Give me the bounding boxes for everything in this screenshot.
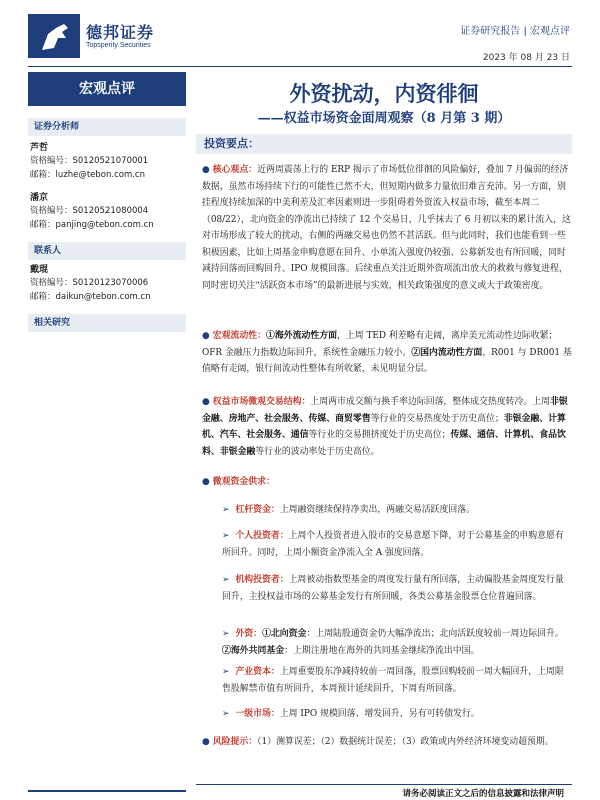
company-name-en: Topsperity Securities: [86, 42, 151, 49]
analyst-email[interactable]: 邮箱：luzhe@tebon.com.cn: [30, 170, 145, 180]
northbound-text: ：上周陆股通资金仍大幅净流出；北向活跃度较前一周边际回升。: [306, 629, 564, 639]
company-logo: [28, 14, 80, 58]
funds-item-label: 外资：: [235, 629, 263, 639]
risk-label: 风险提示：: [212, 737, 258, 747]
arrow-icon: ➢: [222, 531, 230, 541]
market-structure-paragraph: [202, 394, 572, 460]
funds-item-individual: [222, 528, 572, 561]
arrow-icon: ➢: [222, 667, 230, 677]
micro-funds-label: 微观资金供求：: [212, 477, 275, 487]
funds-item-text: 上周 IPO 规模回落、增发回升，另有可转债发行。: [279, 709, 480, 719]
arrow-icon: ➢: [222, 709, 230, 719]
contact-heading: 联系人: [28, 242, 186, 260]
hot-industries: 非银金融、房地产、社会服务、传媒、商贸零售: [202, 397, 568, 424]
arrow-icon: ➢: [222, 629, 230, 639]
overseas-fund-text: ：上期注册地在海外的共同基金继续净流出中国。: [284, 645, 480, 656]
domestic-liquidity-text: ，R001 与 DR001 基值略有走阔，银行间流动性整体有所收紧，未见明显分层。: [202, 347, 572, 374]
overseas-liquidity-label: ①海外流动性方面: [266, 331, 337, 341]
northbound-label: ①北向资金: [262, 629, 307, 639]
volatile-industries: 传媒、通信、计算机、食品饮料、非银金融: [202, 430, 566, 457]
overseas-liquidity-text: ，上周 TED 利差略有走阔，离岸美元流动性边际收紧；OFR 金融压力指数边际回升，系统性金融压力较小。: [202, 331, 558, 358]
investment-points-heading: 投资要点：: [196, 134, 572, 154]
analyst-cert: 资格编号：S0120521070001: [30, 156, 149, 166]
structure-text: 等行业的波动率处于历史高位。: [255, 446, 380, 457]
crowded-industries: 非银金融、计算机、汽车、社会服务、通信: [202, 413, 566, 440]
bullet-icon: ●: [202, 737, 210, 747]
contact-cert: 资格编号：S0120123070006: [30, 278, 149, 288]
funds-item-institutional: [222, 572, 572, 605]
bullet-icon: ●: [202, 477, 210, 487]
core-view-text: 近两周震荡上行的 ERP 揭示了市场低位徘徊的风险偏好，叠加 7 月偏弱的经济数据，虽然市场持续下行的可能性已然不大，但短期内做多力量依旧难言充沛。另一方面，别挂程度持续加深的中美利差及汇率因素则进一步阻碍着外资流入权益市场，截至本周二（08/22），北向资金的净流出已持续了 12 个交易日，几乎抹去了 6 月初以来的累计流入，这对市场形成了较大的扰动，右侧的两融交易也仍然不甚活跃。但与此同时，我们也能看到一些积极因素，比如上周基金申购意愿在回升、小单流入强度仍较强、公募新发也有所回暖，同时减持回落而回购回升、IPO 规模回落。后续重点关注近期外资项流出放大的救救与修复进程，同时密切关注“活跃资本市场”的最新进展与实效，相关政策强度的意义或大于政策密度。: [202, 165, 571, 291]
sidebar-bottom-line: [28, 790, 186, 792]
structure-text: 上周两市成交额与换手率边际回落，整体成交热度转冷。上周: [310, 397, 550, 407]
overseas-fund-label: ②海外共同基金: [222, 645, 285, 656]
liquidity-paragraph: [202, 328, 572, 378]
analyst-email[interactable]: 邮箱：panjing@tebon.com.cn: [30, 220, 154, 230]
analyst-name: 潘京: [30, 193, 49, 203]
funds-item-text: 上周重要股东净减持较前一周回落，股票回购较前一周大幅回升，上周限售股解禁市值有所回升，本周预计延续回升，下周有所回落。: [222, 667, 564, 694]
core-view-label: 核心观点：: [212, 165, 258, 175]
report-type: 证券研究报告 | 宏观点评: [460, 26, 570, 37]
disclaimer-footer: 请务必阅读正文之后的信息披露和法律声明: [402, 789, 564, 799]
horse-logo-icon: [28, 14, 80, 58]
page-subtitle: ——权益市场资金面周观察（8 月第 3 期）: [257, 111, 511, 126]
bullet-icon: ●: [202, 331, 210, 341]
funds-item-label: 机构投资者：: [235, 575, 289, 585]
funds-item-industrial: [222, 664, 572, 697]
header-divider: [28, 66, 572, 67]
funds-item-label: 一级市场：: [235, 709, 280, 719]
funds-item-label: 杠杆资金：: [235, 505, 280, 515]
sidebar-banner: 宏观点评: [28, 72, 186, 106]
funds-item-text: 上周个人投资者进入股市的交易意愿下降，对于公募基金的申购意愿有所回升。同时，上周小额资金净流入全 A 强度回落。: [222, 531, 564, 558]
risk-text: （1）测算误差；（2）数据统计误差；（3）政策或内外经济环境变动超预期。: [257, 737, 554, 747]
arrow-icon: ➢: [222, 575, 230, 585]
funds-item-primary-market: [222, 706, 572, 723]
report-date: 2023 年 08 月 23 日: [482, 53, 570, 63]
bullet-icon: ●: [202, 397, 210, 407]
funds-item-label: 个人投资者：: [235, 531, 289, 541]
funds-item-text: 上周被动指数型基金的周度发行量有所回落，主动偏股基金周度发行量回升，主投权益市场的公募基金发行有所回暖，各类公募基金股票仓位普遍回落。: [222, 575, 564, 602]
arrow-icon: ➢: [222, 505, 230, 515]
domestic-liquidity-label: ②国内流动性方面: [411, 347, 483, 358]
footer-divider: [196, 784, 572, 785]
funds-item-text: 上周融资继续保持净卖出，两融交易活跃度回落。: [279, 505, 476, 515]
bullet-icon: ●: [202, 165, 210, 175]
structure-text: 等行业的交易拥挤度处于历史高位；: [308, 430, 451, 440]
contact-email[interactable]: 邮箱：daikun@tebon.com.cn: [30, 292, 151, 302]
liquidity-label: 宏观流动性：: [212, 331, 266, 341]
core-view-paragraph: [202, 162, 572, 294]
related-research-heading: 相关研究: [28, 314, 186, 332]
funds-item-label: 产业资本：: [235, 667, 280, 677]
analyst-heading: 证券分析师: [28, 118, 186, 136]
risk-paragraph: [202, 734, 572, 751]
analyst-name: 芦哲: [30, 143, 49, 153]
micro-funds-heading: [202, 474, 572, 491]
structure-text: 等行业的交易热度处于历史高位；: [370, 413, 504, 424]
market-structure-label: 权益市场微观交易结构：: [212, 397, 311, 407]
page-title: 外资扰动，内资徘徊: [289, 81, 479, 106]
contact-name: 戴琨: [30, 265, 49, 275]
funds-item-foreign: [222, 626, 572, 659]
funds-item-leverage: [222, 502, 572, 519]
company-name: 德邦证券: [86, 23, 155, 42]
analyst-cert: 资格编号：S0120521080004: [30, 206, 149, 216]
